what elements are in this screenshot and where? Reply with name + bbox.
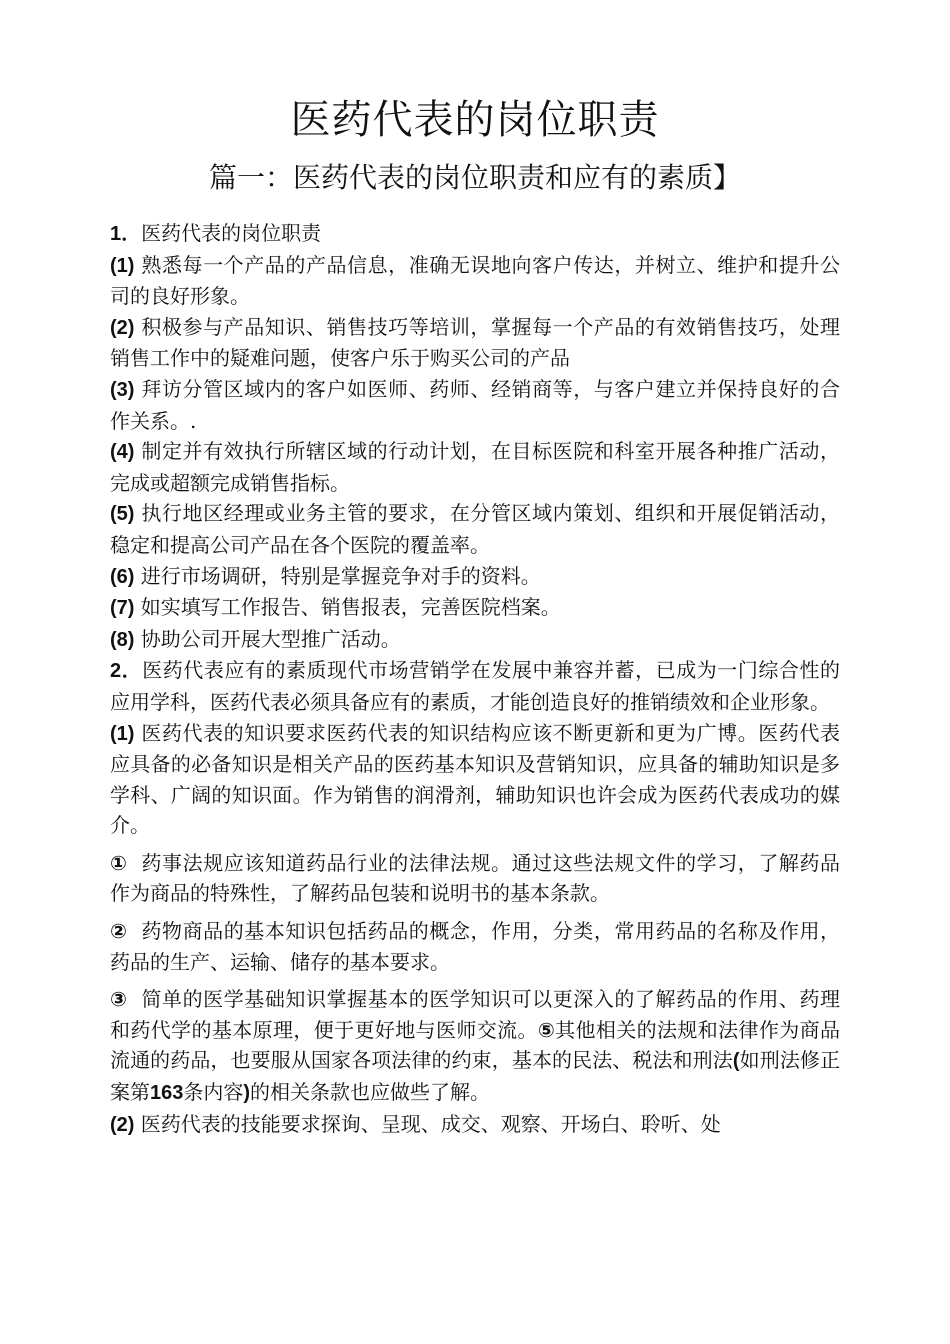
article-number: 163 <box>150 1082 184 1105</box>
paragraph-text: 执行地区经理或业务主管的要求，在分管区域内策划、组织和开展促销活动，稳定和提高公司产品在各个医院的覆盖率。 <box>110 501 840 557</box>
paragraph-text: 积极参与产品知识、销售技巧等培训，掌握每一个产品的有效销售技巧，处理销售工作中的疑难问题，使客户乐于购买公司的产品 <box>110 314 840 371</box>
paragraph-1-6 <box>110 561 840 593</box>
paragraph-1-8 <box>110 624 840 656</box>
paragraph-1-1 <box>110 250 840 312</box>
circled-number-3: ③ <box>110 987 128 1012</box>
list-item-text: 简单的医学基础知识掌握基本的医学知识可以更深入的了解药品的作用、药理和药代学的基本原理，便于更好地与医师交流。 <box>110 987 841 1042</box>
paren-open: ( <box>732 1050 740 1073</box>
paragraph-text: 医药代表应有的素质现代市场营销学在发展中兼容并蓄，已成为一门综合性的应用学科，医药代表必须具备应有的素质，才能创造良好的推销绩效和企业形象。 <box>110 658 840 714</box>
paragraph-text: 熟悉每一个产品的产品信息，准确无误地向客户传达，并树立、维护和提升公司的良好形象。 <box>110 252 840 309</box>
paragraph-number: (7) <box>110 597 135 620</box>
paragraph-number: (4) <box>110 441 135 464</box>
paragraph-1-7 <box>110 592 840 624</box>
paragraph-text: 拜访分管区域内的客户如医师、药师、经销商等，与客户建立并保持良好的合作关系。. <box>110 376 840 433</box>
paragraph-2-2 <box>110 1109 840 1141</box>
paragraph-number: (1) <box>110 722 135 745</box>
paragraph-text: 医药代表的知识要求医药代表的知识结构应该不断更新和更为广博。医药代表应具备的必备知识是相关产品的医药基本知识及营销知识，应具备的辅助知识是多学科、广阔的知识面。作为销售的润滑剂，辅助知识也许会成为医药代表成功的媒介。 <box>110 720 840 838</box>
paragraph-text: 制定并有效执行所辖区域的行动计划，在目标医院和科室开展各种推广活动，完成或超额完成销售指标。 <box>110 439 840 495</box>
paragraph-1-2 <box>110 312 840 374</box>
circled-number-2: ② <box>110 919 128 944</box>
list-item-1 <box>110 848 840 909</box>
paragraph-text: 协助公司开展大型推广活动。 <box>134 626 401 651</box>
paragraph-2 <box>110 655 840 717</box>
list-item-text-inline: 如刑法修正案第 <box>110 1048 841 1105</box>
list-item-text: 药事法规应该知道药品行业的法律法规。通过这些法规文件的学习，了解药品作为商品的特殊性，了解药品包装和说明书的基本条款。 <box>110 850 841 906</box>
list-item-text-inline: 条内容 <box>183 1080 244 1105</box>
paragraph-number: (2) <box>110 316 135 339</box>
paragraph-1-4 <box>110 436 840 498</box>
paragraph-text: 如实填写工作报告、销售报表，完善医院档案。 <box>134 595 561 620</box>
paragraph-text: 进行市场调研，特别是掌握竞争对手的资料。 <box>134 563 541 588</box>
page-subtitle: 篇一：医药代表的岗位职责和应有的素质】 <box>208 161 741 194</box>
paragraph-1-3 <box>110 374 840 436</box>
paragraph-number: 2． <box>110 660 143 683</box>
paragraph-text: 医药代表的岗位职责 <box>141 221 322 245</box>
paragraph-number: (2) <box>110 1113 135 1136</box>
paragraph-2-1 <box>110 718 840 841</box>
paragraph-number: (6) <box>110 565 135 588</box>
paragraph-number: (8) <box>110 628 135 651</box>
list-item-text-inline: 的相关条款也应做些了解。 <box>250 1080 491 1105</box>
paragraph-number: (1) <box>110 254 135 277</box>
page-title: 医药代表的岗位职责 <box>290 97 660 143</box>
paragraph-number: 1． <box>110 223 142 245</box>
paragraph-number: (5) <box>110 503 135 526</box>
document-body <box>110 218 840 1140</box>
paragraph-text: 医药代表的技能要求探询、呈现、成交、观察、开场白、聆听、处 <box>134 1111 721 1136</box>
list-item-text: 药物商品的基本知识包括药品的概念，作用，分类，常用药品的名称及作用，药品的生产、运输、储存的基本要求。 <box>110 919 841 974</box>
list-item-2 <box>110 916 840 977</box>
list-item-text-continued: 其他相关的法规和法律作为商品流通的药品，也要服从国家各项法律的约束，基本的民法、税法和刑法 <box>110 1017 841 1073</box>
list-item-3 <box>110 984 840 1108</box>
paragraph-1-5 <box>110 498 840 560</box>
paragraph-1 <box>110 218 840 250</box>
circled-number-5: ⑤ <box>537 1017 556 1042</box>
paragraph-number: (3) <box>110 378 135 401</box>
paren-close: ) <box>243 1082 251 1105</box>
circled-number-1: ① <box>110 850 128 875</box>
